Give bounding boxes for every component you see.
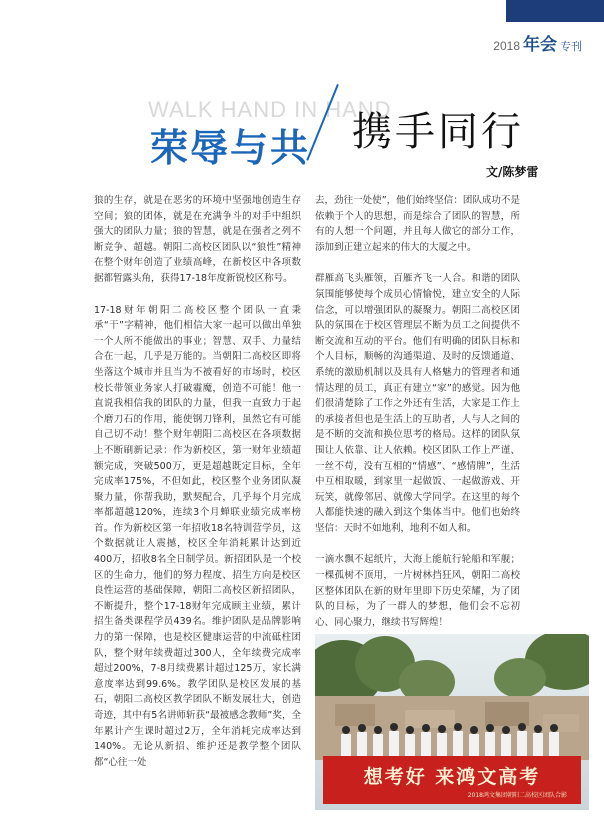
issue-year: 2018 — [493, 39, 520, 53]
team-group-photo — [315, 634, 589, 810]
issue-subtitle: 专刊 — [560, 41, 582, 53]
header-color-bar — [506, 0, 604, 22]
issue-title: 年会 — [523, 35, 557, 54]
right-column — [315, 193, 520, 646]
left-paragraph-2: 17-18财年朝阳二高校区整个团队一直秉承“干”字精神，他们相信大家一起可以做出单独一个人所不能做出的事业；智慧、双手、力量结合在一起，几乎是万能的。当朝阳二高校区即将坐落这个城市并且当为不被看好的市场时，校区校长带领业务家人打破霾魔，创造不可能！他一直说我相信我的团队的力量，但我一直致力于起个磨刀石的作用，能使钢刀锋利，虽然它有可能自己切不动！整个财年朝阳二高校区在各项数据上不断刷新记录：作为新校区，第一财年业绩超额完成，突破500万，更是超越既定目标，全年完成率175%，不但如此，校区整个业务团队凝聚力量，你帮我助，默契配合，几乎每个月完成率都超越120%，连续3个月蝉联业绩完成率榜首。作为新校区第一年招收18名特训营学员，这个数据就让人震撼，校区全年消耗累计达到近400万，招收8名全日制学员。新招团队是一个校区的生命力，他们的努力程度、招生方向是校区良性运营的基础保障，朝阳二高校区新招团队，不断提升，整个17-18财年完成顾主业绩，累计招生备类课程学员439名。维护团队是品牌影响力的第一保障，也是校区健康运营的中流砥柱团队，整个财年续费超过300人，全年续费完成率超过200%，7-8月续费累计超过125万，家长满意度率达到99.6%。教学团队是校区发展的基石，朝阳二高校区教学团队不断发展壮大，创造奇迹，其中有5名讲师斩获“最被感念教师”奖，全年累计产生课时超过2万，全年消耗完成率达到140%。无论从新招、维护还是教学整个团队都“心往一处 — [94, 304, 301, 768]
right-paragraph-1: 去，劲往一处使”，他们始终坚信：团队成功不是依赖于个人的思想，而是综合了团队的智慧，所有的人想一个问题，并且每人做它的部分工作，添加到正建立起来的伟大的大厦之中。 — [315, 195, 520, 253]
english-title: WALK HAND IN HAND — [148, 97, 392, 122]
chinese-title-left: 荣辱与共 — [150, 126, 311, 170]
left-column — [94, 193, 301, 786]
left-paragraph-1: 狼的生存，就是在恶劣的环境中坚强地创造生存空间；狼的团体，就是在充满争斗的对手中组织强大的团队力量；狼的智慧，就是在强者之列不断竞争、超越。朝阳二高校区团队以“狼性”精神在整个财年创造了业绩高峰，在新校区中各项数据都暂露头角，获得17-18年度新锐校区称号。 — [94, 195, 301, 284]
right-paragraph-2: 群雁高飞头雁领，百雁齐飞一人合。和谐的团队氛围能够使每个成员心情愉悦，建立安全的人际信念，可以增强团队的凝聚力。朝阳二高校区团队的氛围在于校区管理层不断为员工之间提供不断交流和互动的平台。他们有明确的团队目标和个人目标，顺畅的沟通渠道、及时的反馈通道、系统的激励机制以及具有人格魅力的管理者和通情达理的员工，真正有建立“家”的感觉。因为他们很清楚除了工作之外还有生活，大家是工作上的承接者但也是生活上的互助者，人与人之间的是不断的交流和换位思考的格局。这样的团队氛围让人依靠、让人依赖。校区团队工作上严谨、一丝不苟，没有互相的“情感”、“感情牌”，生活中互相取暖，到家里一起做饭、一起做游戏、开玩笑，就像邻居、就像大学同学。在这里的每个人都能快速的融入到这个集体当中。他们也始终坚信：天时不如地利，地利不如人和。 — [315, 273, 520, 534]
chinese-title-right: 携手同行 — [352, 109, 524, 155]
photo-banner-text: 想考好 来鸿文高考 — [363, 766, 541, 788]
photo-banner-subtext: 2018鸿文集团朝阳二高校区团队合影 — [467, 792, 567, 799]
issue-label — [493, 30, 582, 55]
right-paragraph-3: 一滴水飘不起纸片，大海上能航行轮船和军舰；一棵孤树不顶用，一片树林挡狂风，朝阳二高校区整体团队在新的财年里即下历史荣耀，为了团队的目标，为了一群人的梦想，他们会不忘初心、同心聚力，继续书写辉煌！ — [315, 554, 520, 628]
author-byline: 文/陈梦雷 — [486, 165, 539, 179]
